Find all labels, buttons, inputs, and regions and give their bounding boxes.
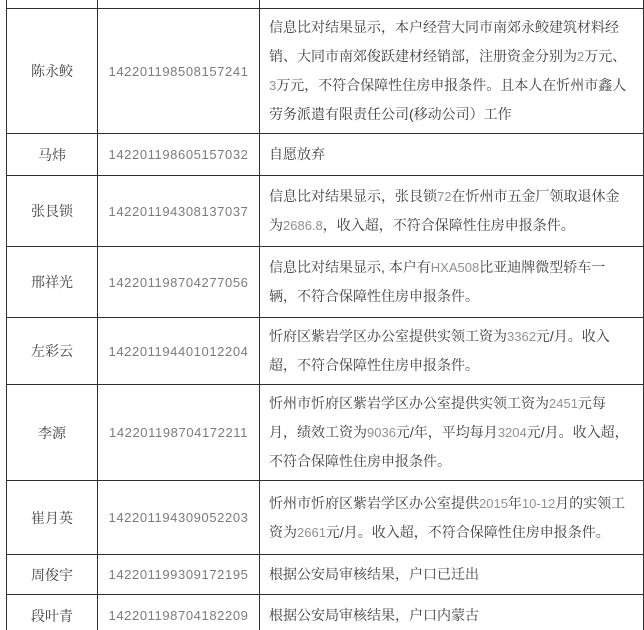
applicant-name-cell: 周俊宇 xyxy=(7,555,98,595)
numeric-highlight: 3 xyxy=(269,78,277,93)
remark-cell: 根据公安局审核结果，户口已迁出 xyxy=(260,555,644,595)
table-row xyxy=(7,318,644,385)
partial-row-top xyxy=(7,0,644,9)
table-row xyxy=(7,555,644,595)
applicant-name-cell xyxy=(7,0,98,9)
numeric-highlight: 2015 xyxy=(479,495,508,511)
applicant-name-cell: 段叶青 xyxy=(7,595,98,630)
table-row xyxy=(7,481,644,555)
id-number-cell: 142201194401012204 xyxy=(98,318,260,385)
table-row xyxy=(7,595,644,630)
numeric-highlight: 2686.8 xyxy=(283,218,323,233)
remark-cell: 忻州市忻府区紫岩学区办公室提供实领工资为2451元每月，绩效工资为9036元/年，平均每月3204元/月。收入超，不符合保障性住房申报条件。 xyxy=(260,385,644,481)
remark-cell: 根据公安局审核结果，户口内蒙古 xyxy=(260,595,644,630)
applicant-name-cell: 邢祥光 xyxy=(7,247,98,318)
id-number-cell xyxy=(98,0,260,9)
id-number-cell: 142201198704172211 xyxy=(98,385,260,481)
id-number-cell: 142201198508157241 xyxy=(98,9,260,134)
remark-cell: 自愿放弃 xyxy=(260,134,644,176)
id-number-cell: 142201198704277056 xyxy=(98,247,260,318)
numeric-highlight: HXA508 xyxy=(430,260,480,275)
remark-cell xyxy=(260,0,644,9)
applicant-name-cell: 李源 xyxy=(7,385,98,481)
table-row xyxy=(7,9,644,134)
remark-cell: 忻府区紫岩学区办公室提供实领工资为3362元/月。收入超，不符合保障性住房申报条件。 xyxy=(260,318,644,385)
numeric-highlight: 72 xyxy=(437,189,452,204)
id-number-cell: 142201198704182209 xyxy=(98,595,260,630)
applicant-name-cell: 马炜 xyxy=(7,134,98,176)
applicant-name-cell: 张艮锁 xyxy=(7,176,98,247)
numeric-highlight: 2 xyxy=(577,49,585,64)
table-row xyxy=(7,176,644,247)
id-number-cell: 142201194308137037 xyxy=(98,176,260,247)
numeric-highlight: 3362 xyxy=(507,329,536,344)
table-row xyxy=(7,134,644,176)
applicant-name-cell: 崔月英 xyxy=(7,481,98,555)
applicant-name-cell: 左彩云 xyxy=(7,318,98,385)
remark-cell: 信息比对结果显示，本户经营大同市南郊永鲛建筑材料经销、大同市南郊俊跃建材经销部，注册资金分别为2万元、3万元，不符合保障性住房申报条件。且本人在忻州市鑫人劳务派遣有限责任公司(移动公司）工作 xyxy=(260,9,644,134)
numeric-highlight: 3204 xyxy=(497,425,527,440)
numeric-highlight: 2451 xyxy=(549,396,578,411)
id-number-cell: 142201199309172195 xyxy=(98,555,260,595)
review-table-body xyxy=(7,0,644,630)
numeric-highlight: 2661 xyxy=(297,524,326,540)
applicant-name-cell: 陈永鲛 xyxy=(7,9,98,134)
numeric-highlight: 10-12 xyxy=(521,495,556,511)
numeric-highlight: 9036 xyxy=(367,425,396,440)
table-row xyxy=(7,385,644,481)
remark-cell: 忻州市忻府区紫岩学区办公室提供2015年10-12月的实领工资为2661元/月。收入超，不符合保障性住房申报条件。 xyxy=(260,481,644,555)
remark-cell: 信息比对结果显示, 本户有HXA508比亚迪牌微型轿车一辆，不符合保障性住房申报条件。 xyxy=(260,247,644,318)
applicant-review-table xyxy=(6,0,644,630)
table-row xyxy=(7,247,644,318)
id-number-cell: 142201198605157032 xyxy=(98,134,260,176)
id-number-cell: 142201194309052203 xyxy=(98,481,260,555)
remark-cell: 信息比对结果显示，张艮锁72在忻州市五金厂领取退休金为2686.8，收入超，不符合保障性住房申报条件。 xyxy=(260,176,644,247)
